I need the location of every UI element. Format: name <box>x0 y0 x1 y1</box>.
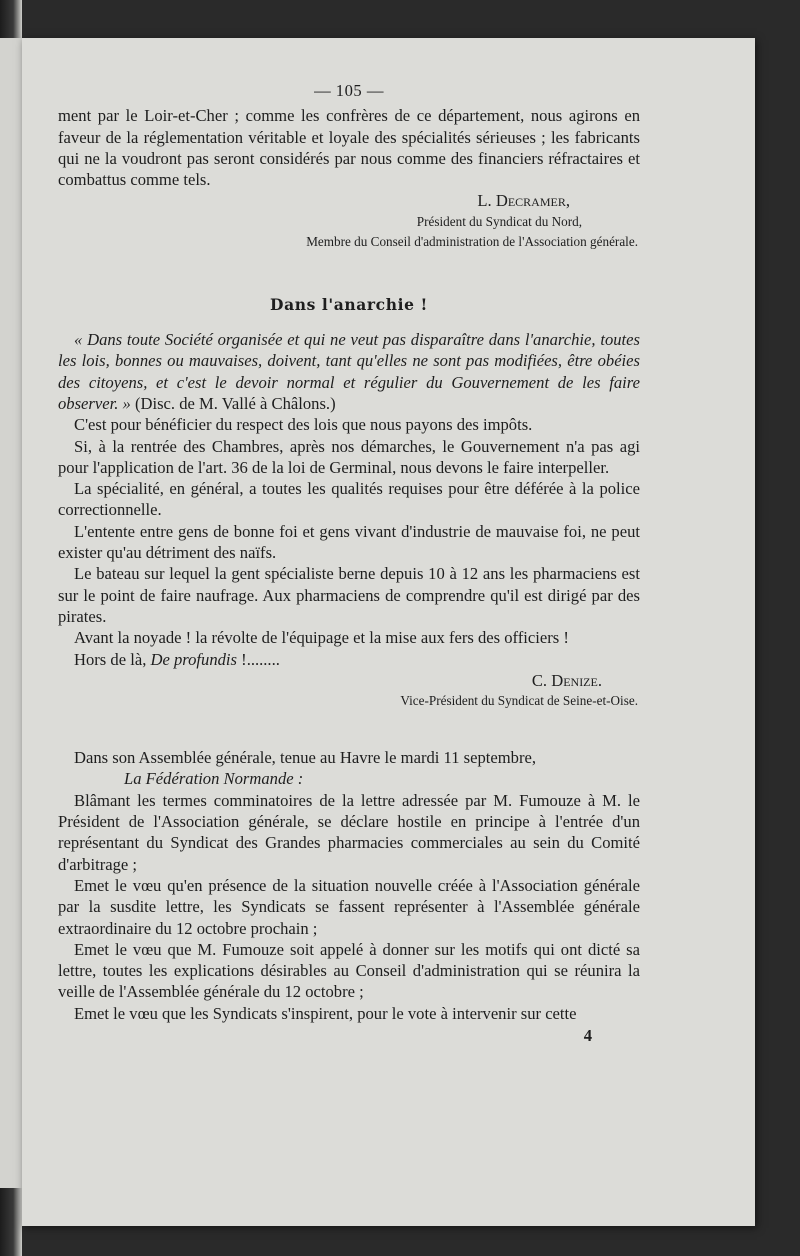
federation-name: La Fédération Normande : <box>124 769 304 789</box>
last-line-italic: De profundis <box>150 649 238 669</box>
page-number: — 105 — <box>314 81 384 100</box>
resolution-paragraph: Blâmant les termes comminatoires de la lettre adressée par M. Fumouze à M. le Président de l'Association générale, se déclare hostile en principe à l'entrée d'un représentant du Syndicat des Grandes pharmacies commerciales au sein du Comité d'arbitrage ; <box>58 790 640 874</box>
section-gap <box>58 711 640 747</box>
resolution-paragraph: Emet le vœu qu'en présence de la situation nouvelle créée à l'Association générale par la susdite lettre, les Syndicats se fassent représenter à l'Assemblée générale extraordinaire du 12 octobre prochain ; <box>58 875 640 938</box>
article-paragraph: La spécialité, en général, a toutes les qualités requises pour être déférée à la police correctionnelle. <box>58 479 640 520</box>
article-paragraph: C'est pour bénéficier du respect des lois que nous payons des impôts. <box>74 415 533 435</box>
assembly-intro: Dans son Assemblée générale, tenue au Havre le mardi 11 septembre, <box>74 748 536 768</box>
article-paragraph: L'entente entre gens de bonne foi et gens vivant d'industrie de mauvaise foi, ne peut exister qu'au détriment des naïfs. <box>58 521 640 563</box>
article-paragraph: Avant la noyade ! la révolte de l'équipage et la mise aux fers des officiers ! <box>74 628 569 648</box>
article-paragraph: Le bateau sur lequel la gent spécialiste berne depuis 10 à 12 ans les pharmaciens est sur le point de faire naufrage. Aux pharmaciens de comprendre qu'il est dirigé par des pirates. <box>58 564 640 626</box>
last-line-prefix: Hors de là, <box>74 649 151 669</box>
signature-decramer-title1: Président du Syndicat du Nord, <box>416 213 582 229</box>
article-paragraph: Si, à la rentrée des Chambres, après nos démarches, le Gouvernement n'a pas agi pour l'application de l'art. 36 de la loi de Germinal, nous devons le faire interpeller. <box>58 436 640 477</box>
article-quote-source: (Disc. de M. Vallé à Châlons.) <box>130 393 336 413</box>
resolution-paragraph: Emet le vœu que M. Fumouze soit appelé à donner sur les motifs qui ont dicté sa lettre, toutes les explications désirables au Conseil d'administration qui se réunira la veille de l'Assemblée générale du 12 octobre ; <box>58 939 640 1002</box>
page-content <box>58 80 640 1046</box>
signature-mark: 4 <box>583 1025 592 1045</box>
article-title: Dans l'anarchie ! <box>270 294 428 314</box>
previous-page-edge <box>0 38 22 1188</box>
signature-denize-title: Vice-Président du Syndicat de Seine-et-Oise. <box>400 693 638 709</box>
signature-denize: C. Denize. <box>531 670 602 690</box>
article-quote: « Dans toute Société organisée et qui ne veut pas disparaître dans l'anarchie, toutes les lois, bonnes ou mauvaises, doivent, tant qu'elles ne sont pas modifiées, être obéies des citoyens, et c'est le devoir normal et régulier du Gouvernement de les faire observer. » <box>58 330 640 413</box>
last-line-suffix: !........ <box>237 649 280 669</box>
resolution-paragraph: Emet le vœu que les Syndicats s'inspirent, pour le vote à intervenir sur cette <box>74 1003 577 1023</box>
article-quote-paragraph <box>58 329 640 414</box>
signature-decramer: L. Decramer, <box>477 191 570 211</box>
letter-closing-paragraph: ment par le Loir-et-Cher ; comme les confrères de ce département, nous agirons en faveur de la réglementation véritable et loyale des spécialités sérieuses ; les fabricants qui ne la voudront pas seront considérés par nous comme des financiers réfractaires et combattus comme tels. <box>58 106 640 190</box>
signature-decramer-title2: Membre du Conseil d'administration de l'Association générale. <box>306 233 638 249</box>
article-last-line <box>58 649 640 670</box>
